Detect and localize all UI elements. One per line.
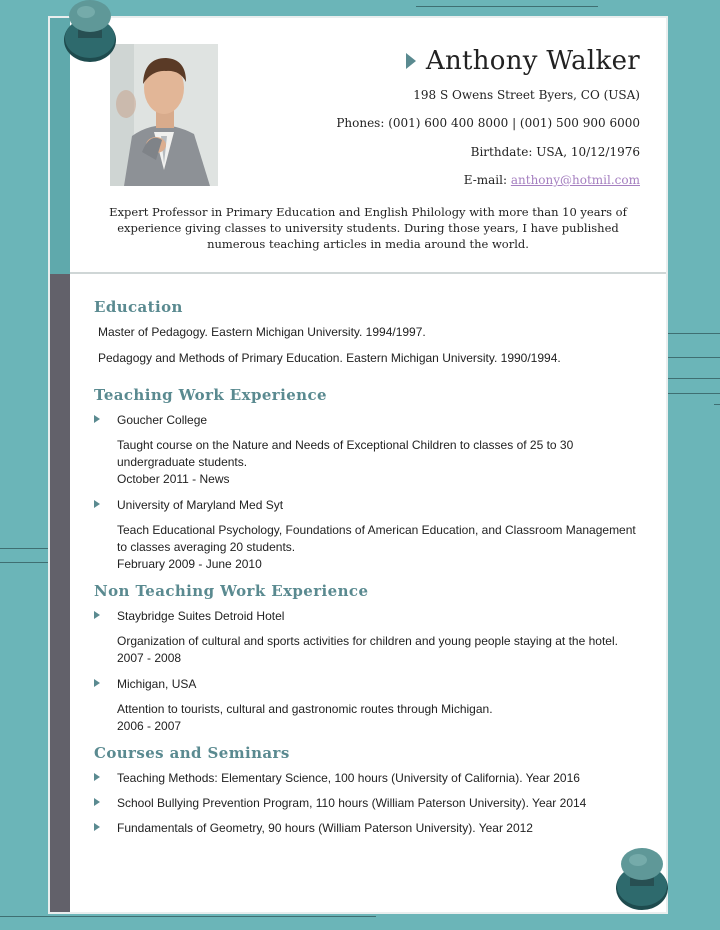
job-period: February 2009 - June 2010 — [117, 557, 262, 571]
non-teaching-detail — [94, 633, 646, 667]
email-line — [464, 173, 640, 187]
email-link[interactable]: anthony@hotmil.com — [510, 173, 640, 187]
bullet-arrow-icon — [94, 798, 100, 806]
decor-line — [714, 404, 720, 405]
decor-line — [668, 378, 720, 379]
push-pin-icon — [60, 0, 120, 66]
non-teaching-employer — [94, 608, 646, 624]
teaching-employer — [94, 412, 646, 428]
course-text: School Bullying Prevention Program, 110 hours (William Paterson University). Year 2014 — [117, 796, 587, 810]
decor-line — [668, 333, 720, 334]
job-description: Teach Educational Psychology, Foundations of American Education, and Classroom Management to classes averaging 20 students. — [117, 523, 636, 554]
resume-sheet — [48, 16, 668, 914]
course-item — [94, 795, 646, 811]
course-item — [94, 770, 646, 786]
job-period: 2006 - 2007 — [117, 719, 182, 733]
phones: Phones: (001) 600 400 8000 | (001) 500 900 6000 — [336, 116, 640, 130]
non-teaching-employer — [94, 676, 646, 692]
decor-line — [416, 6, 598, 7]
course-text: Fundamentals of Geometry, 90 hours (William Paterson University). Year 2012 — [117, 821, 533, 835]
candidate-name: Anthony Walker — [425, 46, 640, 76]
sidebar-accent-bottom — [50, 274, 70, 912]
decor-line — [668, 393, 720, 394]
teaching-title: Teaching Work Experience — [94, 386, 327, 404]
name-arrow-icon — [406, 53, 416, 69]
bullet-arrow-icon — [94, 773, 100, 781]
bullet-arrow-icon — [94, 611, 100, 619]
job-period: 2007 - 2008 — [117, 651, 182, 665]
decor-line — [668, 357, 720, 358]
job-period: October 2011 - News — [117, 472, 230, 486]
resume-header — [70, 18, 666, 274]
employer-name: Staybridge Suites Detroid Hotel — [117, 609, 285, 623]
employer-name: Goucher College — [117, 413, 208, 427]
education-title: Education — [94, 298, 183, 316]
push-pin-icon — [612, 848, 672, 914]
education-item: Pedagogy and Methods of Primary Education. Eastern Michigan University. 1990/1994. — [98, 351, 561, 365]
bullet-arrow-icon — [94, 500, 100, 508]
teaching-employer — [94, 497, 646, 513]
job-description: Taught course on the Nature and Needs of Exceptional Children to classes of 25 to 30 undergraduate students. — [117, 438, 574, 469]
non-teaching-detail — [94, 701, 646, 735]
education-item: Master of Pedagogy. Eastern Michigan University. 1994/1997. — [98, 325, 426, 339]
resume-body — [94, 298, 646, 845]
employer-name: Michigan, USA — [117, 677, 197, 691]
decor-line — [0, 562, 48, 563]
job-description: Organization of cultural and sports activities for children and young people staying at the hotel. — [117, 634, 618, 648]
courses-title: Courses and Seminars — [94, 744, 290, 762]
teaching-detail — [94, 437, 646, 488]
decor-line — [0, 916, 376, 917]
teaching-detail — [94, 522, 646, 573]
decor-line — [0, 548, 48, 549]
bullet-arrow-icon — [94, 823, 100, 831]
employer-name: University of Maryland Med Syt — [117, 498, 284, 512]
email-label: E-mail: — [463, 173, 508, 187]
bullet-arrow-icon — [94, 679, 100, 687]
job-description: Attention to tourists, cultural and gastronomic routes through Michigan. — [117, 702, 493, 716]
course-text: Teaching Methods: Elementary Science, 100 hours (University of California). Year 2016 — [117, 771, 580, 785]
address: 198 S Owens Street Byers, CO (USA) — [413, 88, 640, 102]
profile-photo — [110, 44, 218, 186]
name-row — [406, 46, 640, 76]
non-teaching-title: Non Teaching Work Experience — [94, 582, 369, 600]
birthdate: Birthdate: USA, 10/12/1976 — [470, 145, 640, 159]
course-item — [94, 820, 646, 836]
profile-summary: Expert Professor in Primary Education and English Philology with more than 10 years of experience giving classes to university students. During those years, I have published numerous teaching articles in media around the world. — [109, 205, 627, 251]
bullet-arrow-icon — [94, 415, 100, 423]
